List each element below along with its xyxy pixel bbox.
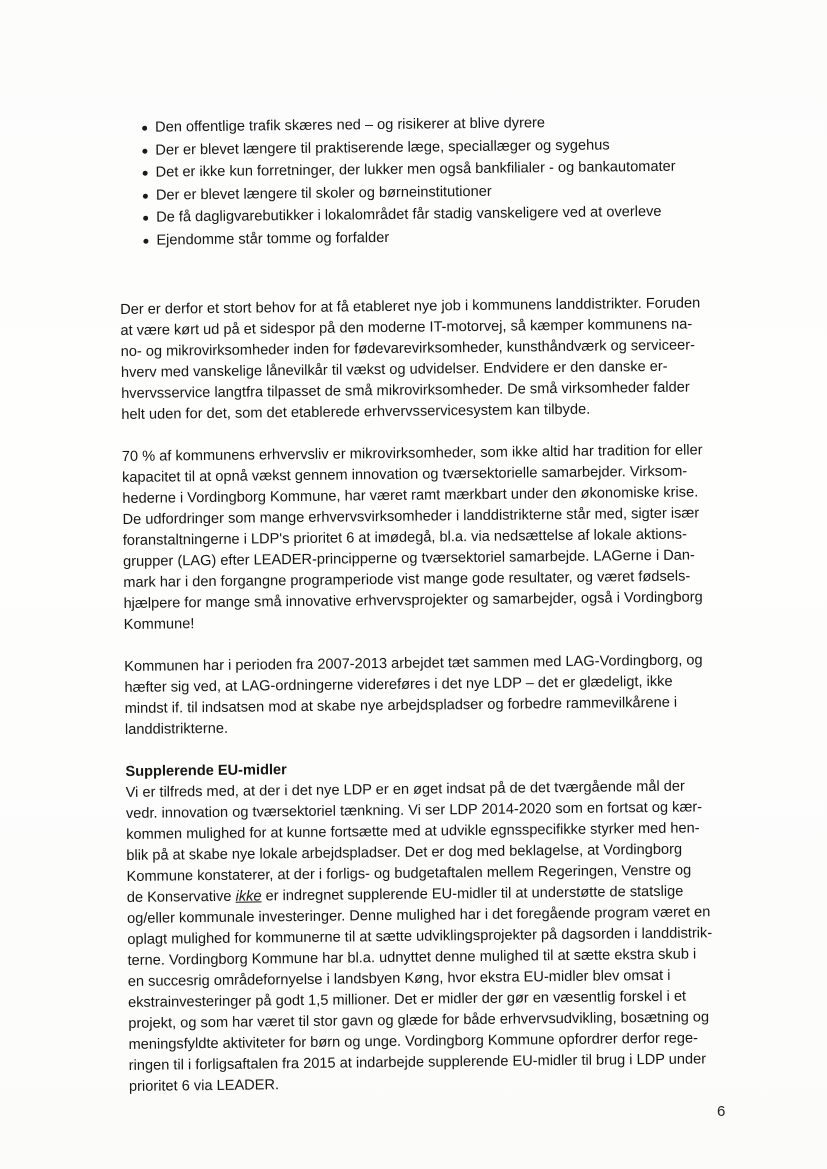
text-line: Kommune!	[123, 615, 195, 633]
page-content	[118, 110, 735, 1118]
text-line: hæfter sig ved, at LAG-ordningerne videreføres i det nye LDP – det er glædeligt, ikke	[124, 673, 673, 696]
text-line: en succesrig områdefornyelse i landsbyen Køng, hvor ekstra EU-midler blev omsat i	[127, 967, 671, 990]
text-line: Der er derfor et stort behov for at få etableret nye job i kommunens landdistrikter. Foruden	[120, 294, 701, 318]
list-item-text: Der er blevet længere til praktiserende læge, speciallæger og sygehus	[155, 137, 610, 159]
paragraph-mikrovirksomheder	[122, 440, 730, 636]
paragraph-lag-vordingborg	[124, 650, 731, 741]
text-line: 70 % af kommunens erhvervsliv er mikrovirksomheder, som ikke altid har tradition for eller	[121, 441, 703, 465]
list-item-text: Ejendomme står tomme og forfalder	[156, 229, 390, 249]
bullet-icon	[142, 148, 147, 153]
section-supplerende-eu-midler	[125, 755, 735, 1098]
text-line: Kommune konstaterer, at der i forligs- og budgetaftalen mellem Regeringen, Venstre og	[126, 862, 692, 885]
text-line: hjælpere for mange små innovative erhvervsprojekter og samarbejder, også i Vordingborg	[123, 588, 703, 612]
text-line: blik på at skabe nye lokale arbejdspladser. Det er dog med beklagelse, at Vordingborg	[126, 841, 683, 864]
bullet-icon	[143, 239, 148, 244]
text-line: landdistrikterne.	[124, 720, 229, 738]
text-line: kapacitet til at opnå vækst gennem innovation og tværsektorielle samarbejder. Virksom-	[121, 463, 688, 486]
bullet-icon	[143, 193, 148, 198]
text-line: Kommunen har i perioden fra 2007-2013 arbejdet tæt sammen med LAG-Vordingborg, og	[124, 651, 703, 675]
section-heading: Supplerende EU-midler	[125, 761, 287, 780]
text-line: terne. Vordingborg Kommune har bl.a. udnyttet denne mulighed til at sætte ekstra skub i	[127, 946, 697, 969]
text-line: Vi er tilfreds med, at der i det nye LDP er en øget indsat på de det tværgående mål der	[125, 778, 685, 801]
text-line: at være kørt ud på et sidespor på den moderne IT-motorvej, så kæmper kommunens na-	[120, 316, 693, 339]
text-line: projekt, og som har været til stor gavn og glæde for både erhvervsudvikling, bosætning og	[128, 1008, 710, 1032]
text-line: prioritet 6 via LEADER.	[128, 1076, 280, 1095]
paragraph-landdistrikter	[120, 293, 727, 426]
emphasized-word: ikke	[235, 887, 262, 905]
text-line: ekstrainvesteringer på godt 1,5 millioner. Det er midler der gør en væsentlig forskel i et	[127, 988, 687, 1011]
bullet-icon	[143, 171, 148, 176]
bullet-list	[118, 110, 725, 252]
text-line: helt uden for det, som det etablerede erhvervsservicesystem kan tilbyde.	[121, 401, 591, 423]
text-line: hvervsservice langtfra tilpasset de små mikrovirksomheder. De små virksomheder falder	[121, 379, 690, 402]
text-line: ringen til i forligsaftalen fra 2015 at indarbejde supplerende EU-midler til brug i LDP under	[128, 1050, 707, 1074]
list-item-text: Det er ikke kun forretninger, der lukker men også bankfilialer - og bankautomater	[155, 158, 676, 181]
list-item-text: Der er blevet længere til skoler og børneinstitutioner	[155, 183, 492, 204]
text-line: meningsfyldte aktiviteter for børn og unge. Vordingborg Kommune opfordrer derfor rege-	[128, 1030, 699, 1053]
text-fragment: de Konservative	[126, 888, 236, 906]
list-item-text: De få dagligvarebutikker i lokalområdet får stadig vanskeligere ved at overleve	[156, 204, 662, 226]
text-line: De udfordringer som mange erhvervsvirksomheder i landdistrikterne står med, sigter især	[122, 504, 700, 528]
text-line: kommen mulighed for at kunne fortsætte med at udvikle egnsspecifikke styrker med hen-	[126, 820, 700, 843]
text-line: mindst if. til indsatsen mod at skabe nye arbejdspladser og forbedre rammevilkårene i	[124, 694, 678, 717]
bullet-icon	[143, 216, 148, 221]
text-line: mark har i den forgangne programperiode vist mange gode resultater, og været fødsels-	[123, 568, 691, 591]
text-line: vedr. innovation og tværsektoriel tænkning. Vi ser LDP 2014-2020 som en fortsat og kær-	[125, 798, 703, 822]
page-number: 6	[717, 1103, 726, 1120]
text-line: oplagt mulighed for kommunerne til at sætte udviklingsprojekter på dagsorden i landdistrik-	[127, 924, 713, 948]
bullet-icon	[142, 126, 147, 131]
list-item-text: Den offentlige trafik skæres ned – og risikerer at blive dyrere	[155, 115, 546, 136]
text-line: no- og mikrovirksomheder inden for fødevarevirksomheder, kunsthåndværk og serviceer-	[120, 337, 695, 360]
text-line: hederne i Vordingborg Kommune, har været ramt mærkbart under den økonomiske krise.	[122, 484, 699, 507]
text-line: og/eller kommunale investeringer. Denne mulighed har i det foregående program været en	[127, 903, 711, 927]
text-line: foranstaltningerne i LDP's prioritet 6 at imødegå, bl.a. via nedsættelse af lokale aktions-	[122, 526, 688, 549]
text-line: hverv med vanskelige lånevilkår til vækst og udvidelser. Endvidere er den danske er-	[120, 358, 668, 381]
text-line: grupper (LAG) efter LEADER-principperne og tværsektoriel samarbejde. LAGerne i Dan-	[122, 547, 695, 570]
text-fragment: er indregnet supplerende EU-midler til at understøtte de statslige	[261, 883, 684, 904]
